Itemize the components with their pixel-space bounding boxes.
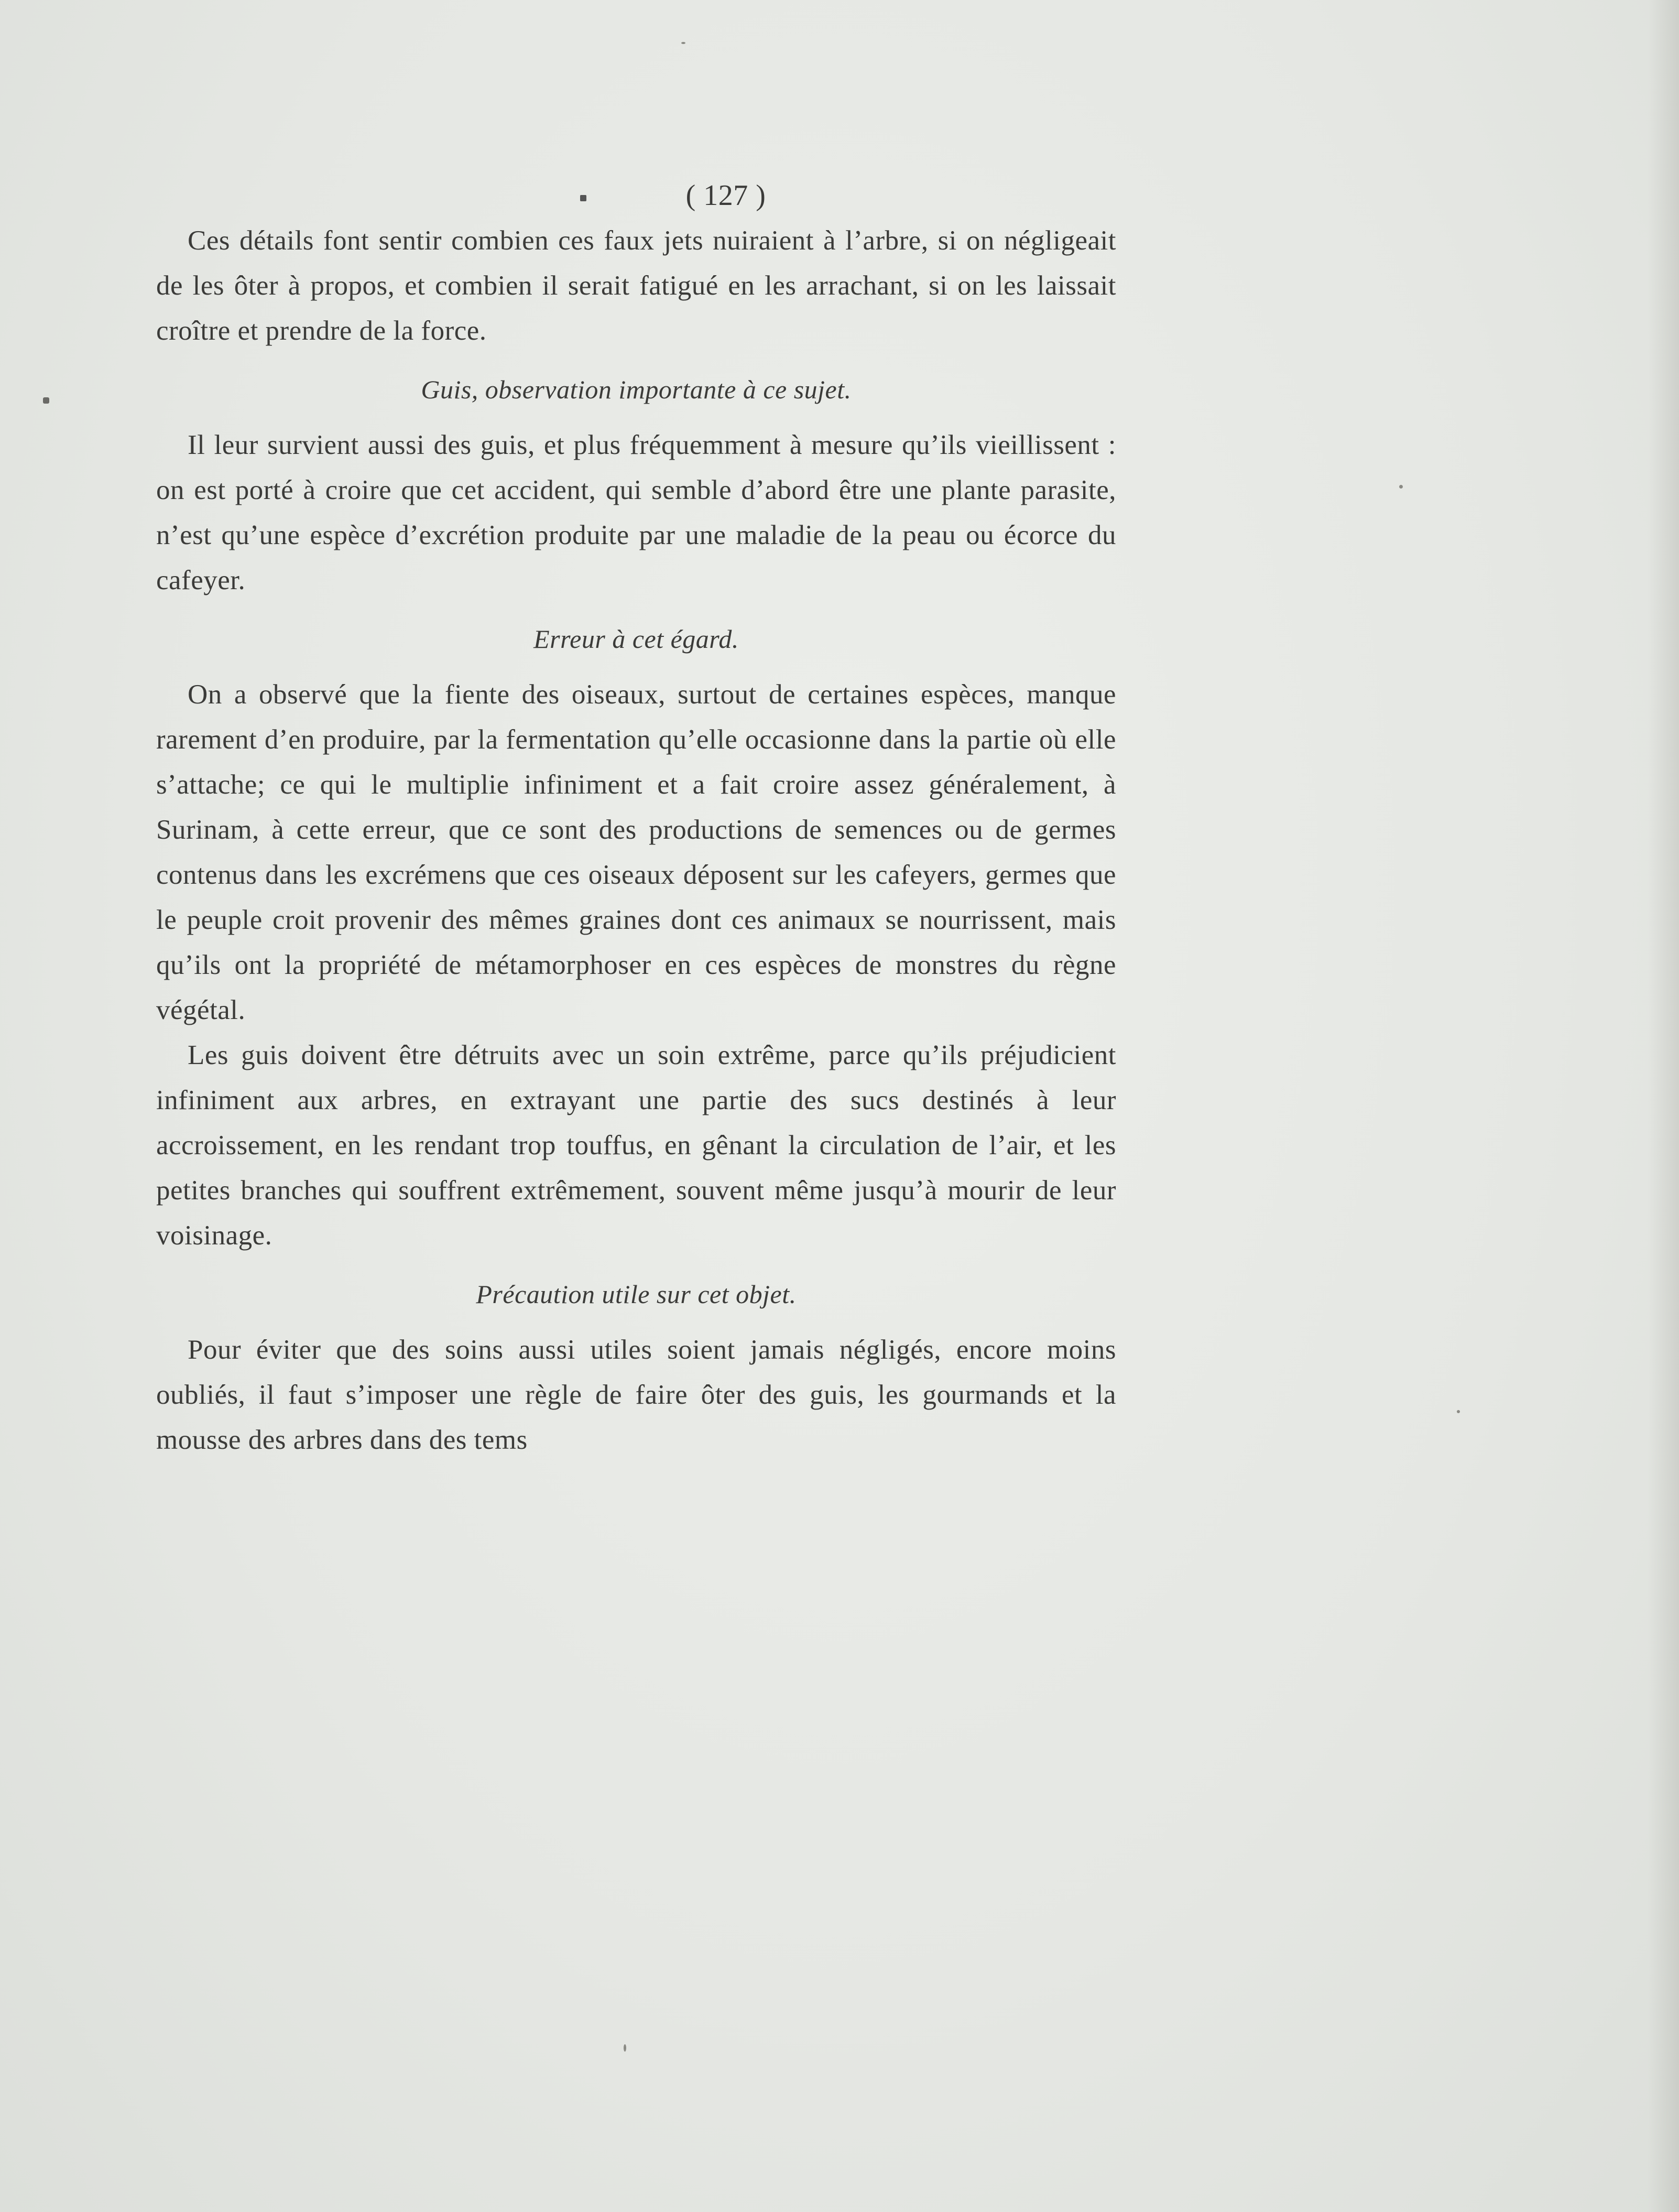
- paper-speck: [1457, 1410, 1460, 1413]
- page-number-text: ( 127 ): [685, 179, 766, 212]
- paragraph-3: On a observé que la fiente des oiseaux, surtout de certaines espèces, manque rarement d’en produire, par la fermentation qu’elle occasionne dans la partie où elle s’attache; ce qui le multiplie infiniment et a fait croire assez généralement, à Surinam, à cette erreur, que ce sont des productions de semences ou de germes contenus dans les excrémens que ces oiseaux déposent sur les cafeyers, germes que le peuple croit provenir des mêmes graines dont ces animaux se nourrissent, mais qu’ils ont la propriété de métamorphoser en ces espèces de monstres du règne végétal.: [156, 679, 1116, 1025]
- paper-speck: [624, 2044, 626, 2052]
- margin-mark: [43, 397, 49, 404]
- paragraph-1: Ces détails font sentir combien ces faux jets nuiraient à l’arbre, si on négligeait de les ôter à propos, et combien il serait fatigué en les arrachant, si on les laissait croître et prendre de la force.: [156, 225, 1116, 346]
- section-heading-erreur: Erreur à cet égard.: [533, 624, 739, 654]
- paragraph-4: Les guis doivent être détruits avec un soin extrême, parce qu’ils préjudicient infiniment aux arbres, en extrayant une partie des sucs destinés à leur accroissement, en les rendant trop touffus, en gênant la circulation de l’air, et les petites branches qui souffrent extrêmement, souvent même jusqu’à mourir de leur voisinage.: [156, 1040, 1116, 1251]
- paragraph-5: Pour éviter que des soins aussi utiles soient jamais négligés, encore moins oubliés, il faut s’imposer une règle de faire ôter des guis, les gourmands et la mousse des arbres dans des tems: [156, 1335, 1116, 1455]
- section-heading-guis: Guis, observation importante à ce sujet.: [421, 375, 852, 404]
- section-heading-precaution: Précaution utile sur cet objet.: [476, 1280, 797, 1309]
- paper-speck: [1399, 485, 1403, 489]
- paper-speck: [681, 42, 685, 44]
- page-content: [156, 173, 1116, 1462]
- page-number: [230, 173, 1116, 218]
- ink-dot: [580, 195, 586, 201]
- page-edge-shadow: [1648, 0, 1679, 2212]
- paragraph-2: Il leur survient aussi des guis, et plus fréquemment à mesure qu’ils vieillissent : on est porté à croire que cet accident, qui semble d’abord être une plante parasite, n’est qu’une espèce d’excrétion produite par une maladie de la peau ou écorce du cafeyer.: [156, 430, 1116, 595]
